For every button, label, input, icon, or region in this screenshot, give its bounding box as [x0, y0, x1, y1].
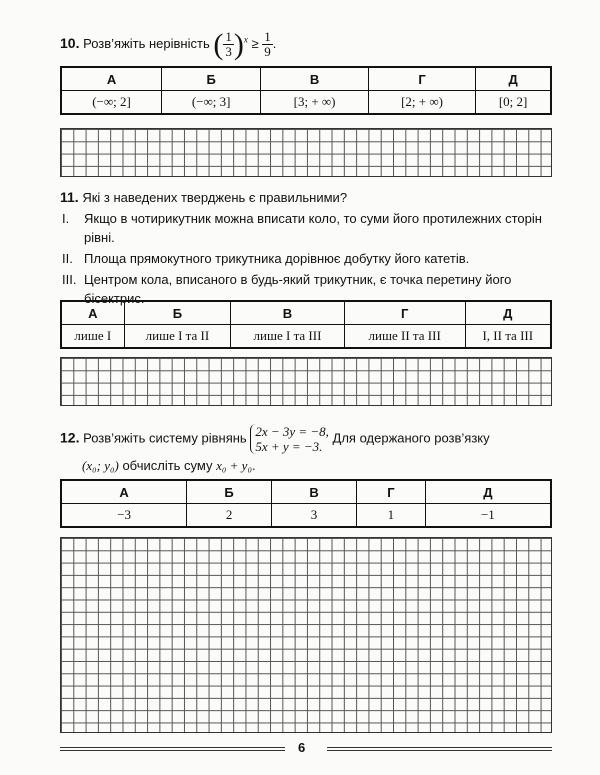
base-fraction: $\frac{1}{3}$: [225, 29, 232, 59]
option-value: −1: [425, 504, 551, 528]
question-text-2: Для одержаного розв’язку: [332, 430, 490, 446]
option-header: Г: [344, 301, 465, 325]
option-value: 3: [271, 504, 356, 528]
option-header: Д: [465, 301, 551, 325]
equation-system: [250, 424, 329, 454]
statement: II. Площа прямокутного трикутника дорівнює добутку його катетів.: [62, 251, 470, 266]
option-value: [3; + ∞): [261, 91, 368, 115]
exponent: x: [243, 34, 248, 45]
question-text: Розв’яжіть систему рівнянь: [83, 430, 247, 446]
option-value: лише I та II: [124, 325, 230, 349]
option-header: А: [61, 480, 187, 504]
question-text: Які з наведених тверджень є правильними?: [82, 190, 348, 205]
option-header: Б: [162, 67, 261, 91]
option-header: Б: [124, 301, 230, 325]
question-text-3: обчисліть суму: [122, 458, 213, 473]
question-number: 11.: [60, 189, 79, 205]
statement: III. Центром кола, вписаного в будь-який трикутник, є точка перетину його бісектрис.: [62, 272, 512, 306]
equation: 5x + y = −3.: [255, 439, 323, 454]
question-12: 12. Розв’яжіть систему рівнянь 2x − 3y = −8, 5x + y = −3. Для одержаного розв’язку (x₀; y₀) обчисліть суму x₀ + y₀.: [60, 424, 490, 473]
question-text: Розв’яжіть нерівність: [83, 35, 210, 51]
answer-table-10: [60, 66, 552, 115]
option-header: Д: [476, 67, 551, 91]
question-10: 10. Розв’яжіть нерівність ( $\frac{1}{3}$ )$^x$ ≥ $\frac{1}{9}$ .: [60, 28, 277, 61]
option-header: А: [61, 67, 162, 91]
option-value: лише I та III: [231, 325, 345, 349]
option-header: В: [261, 67, 368, 91]
option-header: В: [231, 301, 345, 325]
footer-rule-left: [60, 747, 285, 751]
option-value: −3: [61, 504, 187, 528]
option-value: лише II та III: [344, 325, 465, 349]
option-header: Б: [187, 480, 272, 504]
option-value: [0; 2]: [476, 91, 551, 115]
option-header: В: [271, 480, 356, 504]
option-value: [2; + ∞): [368, 91, 475, 115]
question-number: 12.: [60, 429, 80, 446]
question-11: [60, 188, 560, 308]
option-header: Г: [357, 480, 426, 504]
option-header: Г: [368, 67, 475, 91]
option-header: А: [61, 301, 124, 325]
option-value: (−∞; 3]: [162, 91, 261, 115]
draft-grid-12[interactable]: [60, 537, 552, 733]
footer-rule-right: [327, 747, 552, 751]
option-value: 1: [357, 504, 426, 528]
draft-grid-10[interactable]: [60, 128, 552, 177]
option-value: I, II та III: [465, 325, 551, 349]
statements-list: [60, 209, 560, 308]
option-value: лише I: [61, 325, 124, 349]
solution-pair: (x₀; y₀): [82, 458, 119, 473]
rhs-fraction: $\frac{1}{9}$: [264, 29, 271, 59]
relation-sign: ≥: [251, 35, 259, 51]
answer-table-12: [60, 479, 552, 528]
option-value: (−∞; 2]: [61, 91, 162, 115]
statement: I. Якщо в чотирикутник можна вписати коло, то суми його протилежних сторін рівні.: [62, 211, 542, 245]
sum-expression: x₀ + y₀: [216, 458, 252, 473]
page-footer: [60, 740, 552, 755]
option-header: Д: [425, 480, 551, 504]
page-number: 6: [298, 740, 306, 755]
draft-grid-11[interactable]: [60, 357, 552, 406]
option-value: 2: [187, 504, 272, 528]
question-number: 10.: [60, 34, 80, 51]
answer-table-11: [60, 300, 552, 349]
equation: 2x − 3y = −8,: [255, 424, 329, 439]
